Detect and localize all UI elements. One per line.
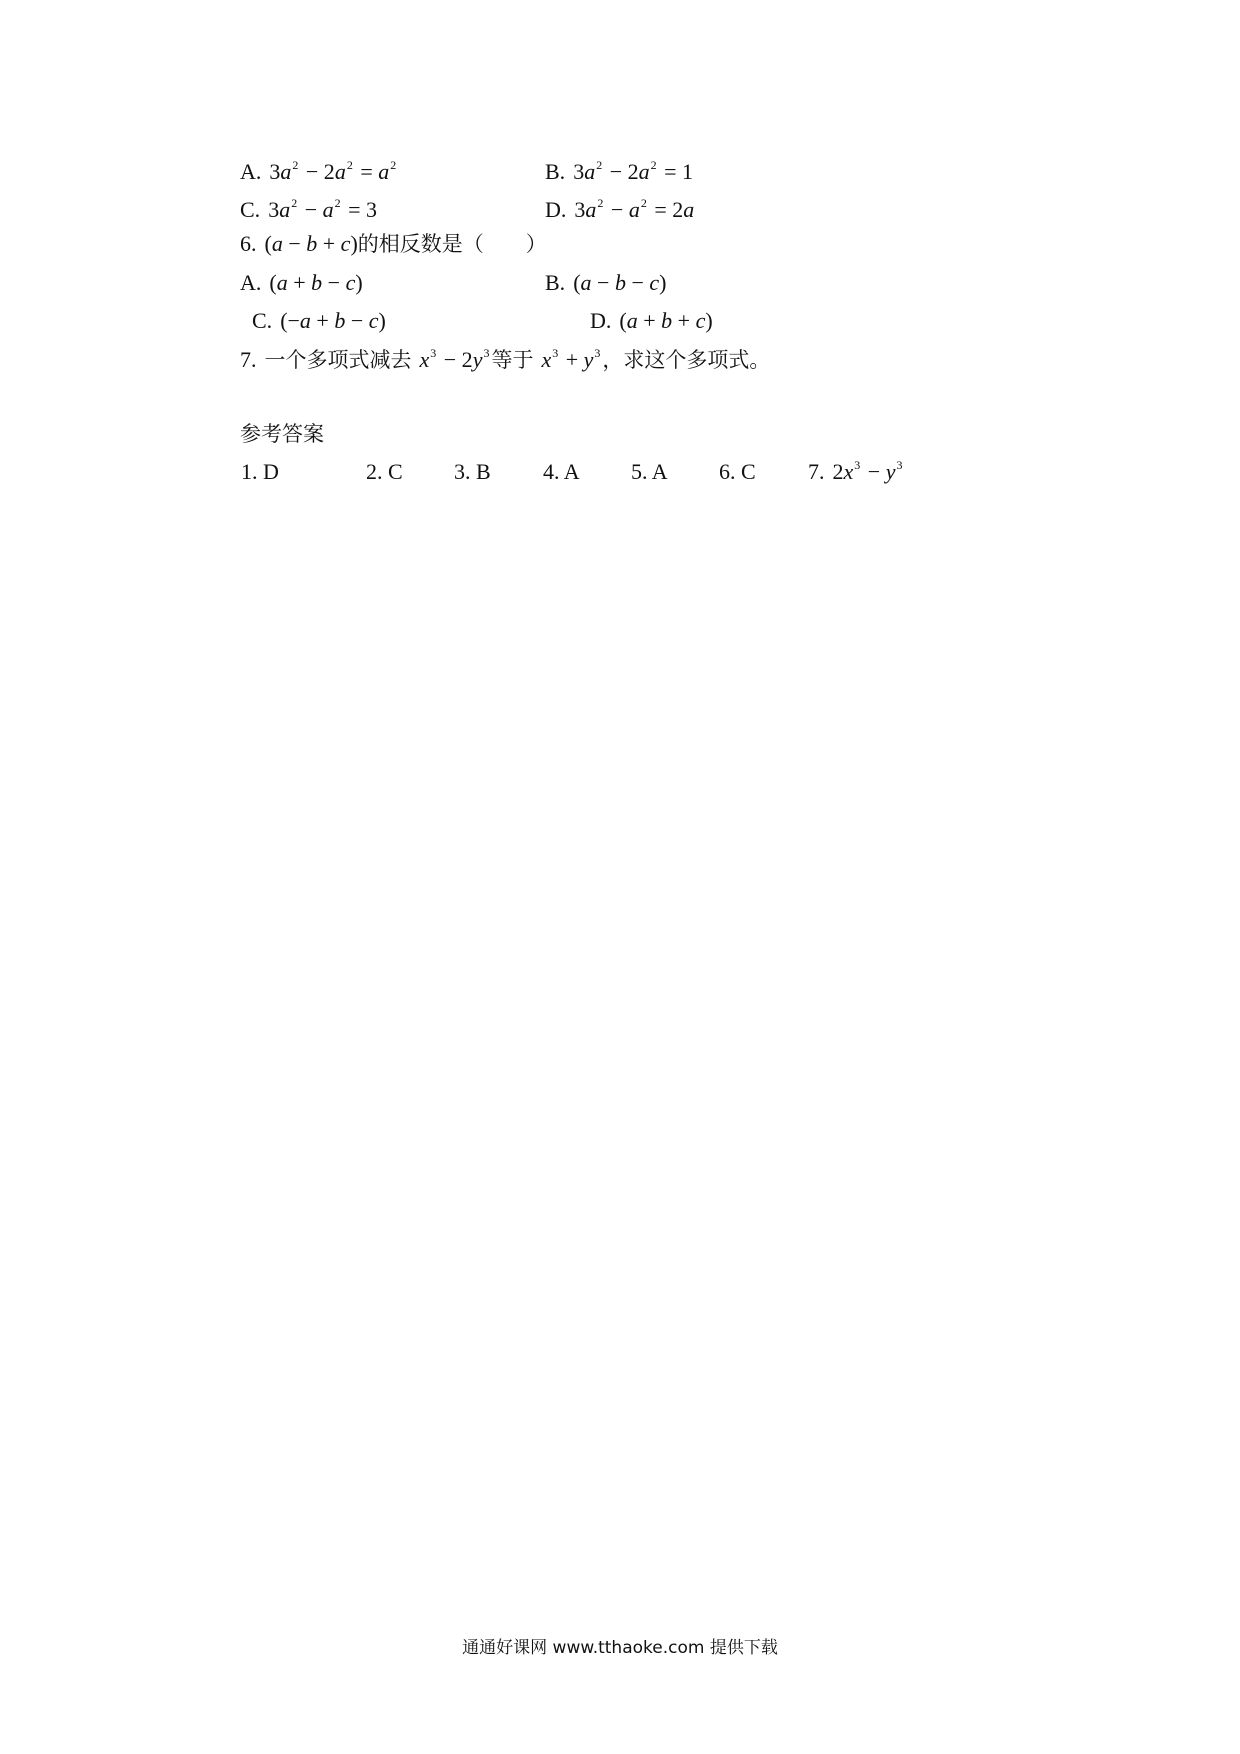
- q5-option-a-expr: $3a^2 - 2a^2 = a^2$: [269, 158, 397, 184]
- q7-expr-2: $x^3 + y^3$: [541, 346, 601, 372]
- q5-option-d-label: D.: [545, 197, 567, 222]
- q7-text-3: ，求这个多项式。: [602, 348, 771, 372]
- answer-item: 3. B: [454, 459, 491, 484]
- footer-text: 通通好课网 www.tthaoke.com 提供下载: [462, 1638, 778, 1658]
- q6-stem: [240, 230, 547, 258]
- answer-item: 1. D: [241, 459, 279, 484]
- q6-option-c-expr: (−a + b − c): [280, 308, 386, 333]
- answer-item: 5. A: [631, 459, 668, 484]
- answer-item: 6. C: [719, 459, 756, 484]
- q6-option-c-label: C.: [252, 308, 273, 333]
- q5-option-c-label: C.: [240, 197, 261, 222]
- q6-option-d-label: D.: [590, 308, 612, 333]
- answer-item-7: [808, 458, 904, 486]
- q7-expr-1: $x^3 - 2y^3$: [419, 346, 490, 372]
- q6-option-c: [252, 307, 386, 335]
- q7-stem: [240, 346, 770, 374]
- q5-option-a: [240, 158, 398, 186]
- q7-text-1: 一个多项式减去: [264, 348, 412, 372]
- q6-option-d: [590, 307, 713, 335]
- q6-text: 的相反数是（ ）: [357, 232, 547, 256]
- q6-expr: (a − b + c): [264, 231, 358, 256]
- q6-option-b: [545, 269, 666, 297]
- q5-option-b: [545, 158, 693, 186]
- q5-option-a-label: A.: [240, 159, 262, 184]
- q6-option-a: [240, 269, 363, 297]
- q5-option-d-expr: $3a^2 - a^2 = 2a$: [574, 196, 695, 222]
- q5-option-c: [240, 196, 377, 224]
- q6-option-b-label: B.: [545, 270, 566, 295]
- q6-option-a-label: A.: [240, 270, 262, 295]
- answer-item-7-label: 7.: [808, 459, 825, 484]
- q5-option-c-expr: $3a^2 - a^2 = 3$: [268, 196, 378, 222]
- answer-item: 2. C: [366, 459, 403, 484]
- q7-text-2: 等于: [491, 348, 534, 372]
- answer-item: 4. A: [543, 459, 580, 484]
- q5-option-b-expr: $3a^2 - 2a^2 = 1$: [573, 158, 694, 184]
- q6-number: 6.: [240, 231, 257, 256]
- q6-option-a-expr: (a + b − c): [269, 270, 363, 295]
- q5-option-b-label: B.: [545, 159, 566, 184]
- answer-item-7-expr: $2x^3 - y^3$: [832, 458, 903, 484]
- q6-option-d-expr: (a + b + c): [619, 308, 713, 333]
- answers-heading: 参考答案: [240, 422, 324, 446]
- q6-option-b-expr: (a − b − c): [573, 270, 667, 295]
- q7-number: 7.: [240, 347, 257, 372]
- q5-option-d: [545, 196, 694, 224]
